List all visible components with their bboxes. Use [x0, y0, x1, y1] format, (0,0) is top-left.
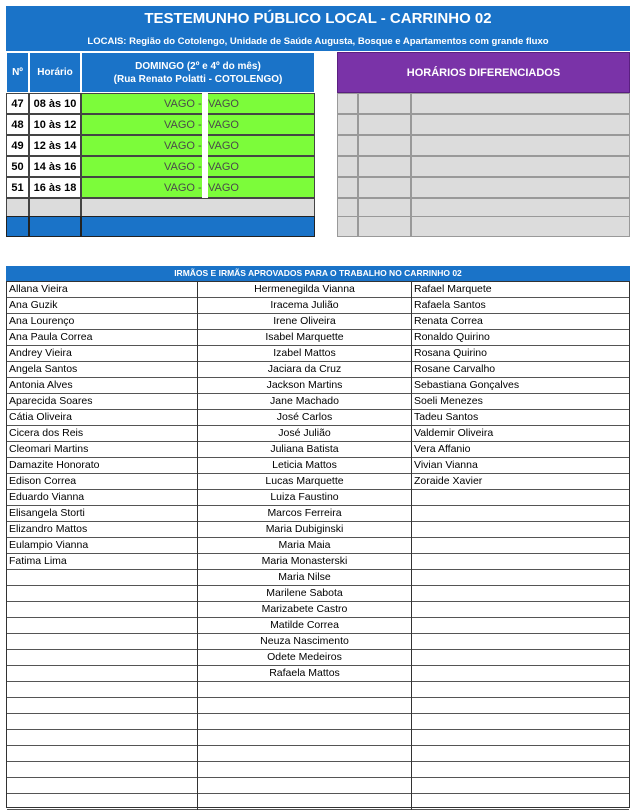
- list-row: [7, 570, 629, 586]
- member-name: Rafael Marquete: [414, 283, 492, 295]
- list-row: [7, 554, 629, 570]
- blank-cell: [198, 730, 412, 746]
- slot-assignment[interactable]: [81, 177, 315, 198]
- member-name: Ana Guzik: [7, 298, 198, 314]
- member-name: Jane Machado: [198, 394, 412, 410]
- blank-cell: [412, 730, 629, 746]
- member-name: José Carlos: [198, 410, 412, 426]
- special-hours-row: [337, 216, 630, 237]
- list-row: [7, 538, 629, 554]
- approved-list: [6, 281, 630, 808]
- member-name: Andrey Vieira: [7, 346, 198, 362]
- member-name: Neuza Nascimento: [198, 634, 412, 650]
- slot-separator: -: [198, 118, 202, 131]
- blank-cell: [411, 135, 630, 156]
- blank-cell: [7, 762, 198, 778]
- blank-cell: [358, 93, 411, 114]
- blank-cell: [412, 746, 629, 762]
- member-name: Elizandro Mattos: [7, 522, 198, 538]
- list-row: [7, 778, 629, 794]
- member-name: Allana Vieira: [7, 282, 198, 298]
- blank-cell: [412, 778, 629, 794]
- blank-cell: [411, 114, 630, 135]
- blank-cell: [412, 650, 629, 666]
- slot-assignment[interactable]: [81, 156, 315, 177]
- blank-cell: [7, 570, 198, 586]
- member-name: Soeli Menezes: [414, 395, 483, 407]
- blank-cell: [412, 602, 629, 618]
- list-row: [7, 426, 629, 442]
- blank-cell: [412, 586, 629, 602]
- slot-left-name: VAGO: [164, 139, 195, 152]
- member-name: Jaciara da Cruz: [198, 362, 412, 378]
- slot-right-name: VAGO: [208, 139, 239, 152]
- list-row: [7, 346, 629, 362]
- blank-cell: [412, 666, 629, 682]
- special-hours-row: [337, 177, 630, 198]
- member-name: Maria Nilse: [198, 570, 412, 586]
- blank-cell: [411, 156, 630, 177]
- member-name: Valdemir Oliveira: [414, 427, 494, 439]
- list-row: [7, 794, 629, 810]
- footer-cell: [29, 216, 81, 237]
- blank-cell: [7, 602, 198, 618]
- member-name: Rafaela Mattos: [198, 666, 412, 682]
- slot-separator: -: [198, 160, 202, 173]
- footer-cell: [81, 216, 315, 237]
- blank-cell: [7, 778, 198, 794]
- member-name: Isabel Marquette: [198, 330, 412, 346]
- slot-right-name: VAGO: [208, 160, 239, 173]
- slot-right-name: VAGO: [208, 118, 239, 131]
- member-name: Odete Medeiros: [198, 650, 412, 666]
- list-row: [7, 378, 629, 394]
- member-name: José Julião: [198, 426, 412, 442]
- blank-cell: [7, 618, 198, 634]
- slot-left-name: VAGO: [164, 118, 195, 131]
- blank-cell: [358, 135, 411, 156]
- member-name: Angela Santos: [7, 362, 198, 378]
- member-name: Marcos Ferreira: [198, 506, 412, 522]
- list-row: [7, 698, 629, 714]
- member-name: Eduardo Vianna: [7, 490, 198, 506]
- blank-cell: [7, 666, 198, 682]
- list-row: [7, 586, 629, 602]
- locations-subtitle: LOCAIS: Região do Cotolengo, Unidade de Saúde Augusta, Bosque e Apartamentos com grande fluxo: [6, 32, 630, 51]
- blank-cell: [198, 794, 412, 810]
- blank-cell: [7, 746, 198, 762]
- special-hours-row: [337, 93, 630, 114]
- member-name: Maria Monasterski: [198, 554, 412, 570]
- member-name: Rosane Carvalho: [414, 363, 496, 375]
- column-header-time: Horário: [29, 52, 81, 93]
- slot-left-name: VAGO: [164, 181, 195, 194]
- list-row: [7, 730, 629, 746]
- member-name: Antonia Alves: [7, 378, 198, 394]
- blank-cell: [7, 698, 198, 714]
- list-row: [7, 714, 629, 730]
- blank-cell: [412, 762, 629, 778]
- schedule-row: [6, 114, 315, 135]
- list-row: [7, 298, 629, 314]
- list-row: [7, 330, 629, 346]
- slot-number: 48: [6, 114, 29, 135]
- member-name: Matilde Correa: [198, 618, 412, 634]
- member-name: Rosana Quirino: [414, 347, 487, 359]
- schedule-footer-row: [6, 216, 315, 237]
- member-name: Cicera dos Reis: [7, 426, 198, 442]
- blank-cell: [358, 114, 411, 135]
- slot-number: 50: [6, 156, 29, 177]
- list-row: [7, 634, 629, 650]
- list-row: [7, 314, 629, 330]
- blank-cell: [337, 135, 358, 156]
- footer-cell: [6, 216, 29, 237]
- special-hours-row: [337, 156, 630, 177]
- member-name: Leticia Mattos: [198, 458, 412, 474]
- schedule-row: [6, 93, 315, 114]
- list-row: [7, 666, 629, 682]
- blank-cell: [358, 177, 411, 198]
- list-row: [7, 650, 629, 666]
- member-name: Cleomari Martins: [7, 442, 198, 458]
- member-name: Eulampio Vianna: [7, 538, 198, 554]
- member-name: Zoraide Xavier: [414, 475, 483, 487]
- blank-cell: [412, 490, 629, 506]
- schedule-row: [6, 156, 315, 177]
- schedule-row: [6, 177, 315, 198]
- blank-cell: [411, 177, 630, 198]
- slot-time: 14 às 16: [29, 156, 81, 177]
- blank-cell: [411, 216, 630, 237]
- member-name: Lucas Marquette: [198, 474, 412, 490]
- column-header-number: Nº: [6, 52, 29, 93]
- list-row: [7, 522, 629, 538]
- column-header-sunday-line2: (Rua Renato Polatti - COTOLENGO): [113, 73, 283, 85]
- blank-cell: [358, 216, 411, 237]
- page-title: TESTEMUNHO PÚBLICO LOCAL - CARRINHO 02: [6, 6, 630, 32]
- slot-right-name: VAGO: [208, 97, 239, 110]
- schedule-row: [6, 135, 315, 156]
- member-name: Iracema Julião: [198, 298, 412, 314]
- member-name: Maria Maia: [198, 538, 412, 554]
- list-row: [7, 410, 629, 426]
- blank-cell: [7, 650, 198, 666]
- list-row: [7, 602, 629, 618]
- approved-list-title: IRMÃOS E IRMÃS APROVADOS PARA O TRABALHO NO CARRINHO 02: [6, 266, 630, 281]
- slot-separator: -: [198, 181, 202, 194]
- blank-cell: [7, 794, 198, 810]
- member-name: Juliana Batista: [198, 442, 412, 458]
- list-row: [7, 682, 629, 698]
- list-row: [7, 506, 629, 522]
- member-name: Ana Lourenço: [7, 314, 198, 330]
- blank-cell: [358, 156, 411, 177]
- blank-cell: [337, 156, 358, 177]
- list-row: [7, 394, 629, 410]
- blank-cell: [412, 794, 629, 810]
- slot-time: 12 às 14: [29, 135, 81, 156]
- slot-time: 16 às 18: [29, 177, 81, 198]
- blank-cell: [337, 114, 358, 135]
- member-name: Marizabete Castro: [198, 602, 412, 618]
- member-name: Damazite Honorato: [7, 458, 198, 474]
- special-hours-title: HORÁRIOS DIFERENCIADOS: [337, 52, 630, 93]
- blank-cell: [7, 634, 198, 650]
- member-name: Vera Affanio: [414, 443, 471, 455]
- slot-time: 10 às 12: [29, 114, 81, 135]
- member-name: Renata Correa: [414, 315, 483, 327]
- blank-cell: [198, 682, 412, 698]
- column-header-sunday-line1: DOMINGO (2º e 4º do mês): [135, 60, 261, 72]
- list-row: [7, 490, 629, 506]
- blank-cell: [198, 698, 412, 714]
- member-name: Luiza Faustino: [198, 490, 412, 506]
- blank-cell: [412, 698, 629, 714]
- member-name: Edison Correa: [7, 474, 198, 490]
- slot-left-name: VAGO: [164, 160, 195, 173]
- blank-cell: [412, 506, 629, 522]
- blank-cell: [337, 93, 358, 114]
- member-name: Cátia Oliveira: [7, 410, 198, 426]
- blank-cell: [412, 570, 629, 586]
- column-header-sunday: [81, 52, 315, 93]
- slot-assignment[interactable]: [81, 114, 315, 135]
- member-name: Izabel Mattos: [198, 346, 412, 362]
- list-row: [7, 458, 629, 474]
- member-name: Vivian Vianna: [414, 459, 478, 471]
- member-name: Elisangela Storti: [7, 506, 198, 522]
- slot-separator: -: [198, 139, 202, 152]
- slot-left-name: VAGO: [164, 97, 195, 110]
- blank-cell: [7, 682, 198, 698]
- list-row: [7, 746, 629, 762]
- member-name: Ronaldo Quirino: [414, 331, 490, 343]
- list-row: [7, 282, 629, 298]
- member-name: Marilene Sabota: [198, 586, 412, 602]
- blank-cell: [412, 714, 629, 730]
- slot-number: 49: [6, 135, 29, 156]
- slot-assignment[interactable]: [81, 93, 315, 114]
- special-hours-row: [337, 114, 630, 135]
- blank-cell: [412, 618, 629, 634]
- blank-cell: [198, 778, 412, 794]
- blank-cell: [7, 730, 198, 746]
- slot-assignment[interactable]: [81, 135, 315, 156]
- blank-cell: [411, 93, 630, 114]
- member-name: Hermenegilda Vianna: [198, 282, 412, 298]
- list-row: [7, 362, 629, 378]
- member-name: Maria Dubiginski: [198, 522, 412, 538]
- blank-cell: [337, 177, 358, 198]
- blank-cell: [412, 522, 629, 538]
- blank-cell: [198, 714, 412, 730]
- blank-cell: [7, 714, 198, 730]
- blank-cell: [412, 554, 629, 570]
- blank-cell: [337, 216, 358, 237]
- slot-number: 51: [6, 177, 29, 198]
- blank-cell: [412, 682, 629, 698]
- member-name: Aparecida Soares: [7, 394, 198, 410]
- list-row: [7, 618, 629, 634]
- slot-time: 08 às 10: [29, 93, 81, 114]
- blank-cell: [198, 762, 412, 778]
- list-row: [7, 442, 629, 458]
- member-name: Tadeu Santos: [414, 411, 479, 423]
- member-name: Ana Paula Correa: [7, 330, 198, 346]
- blank-cell: [198, 746, 412, 762]
- blank-cell: [412, 538, 629, 554]
- member-name: Sebastiana Gonçalves: [414, 379, 520, 391]
- member-name: Fatima Lima: [7, 554, 198, 570]
- slot-number: 47: [6, 93, 29, 114]
- member-name: Rafaela Santos: [414, 299, 486, 311]
- slot-right-name: VAGO: [208, 181, 239, 194]
- special-hours-row: [337, 135, 630, 156]
- slot-separator: -: [198, 97, 202, 110]
- blank-cell: [7, 586, 198, 602]
- list-row: [7, 474, 629, 490]
- member-name: Jackson Martins: [198, 378, 412, 394]
- blank-cell: [412, 634, 629, 650]
- list-row: [7, 762, 629, 778]
- member-name: Irene Oliveira: [198, 314, 412, 330]
